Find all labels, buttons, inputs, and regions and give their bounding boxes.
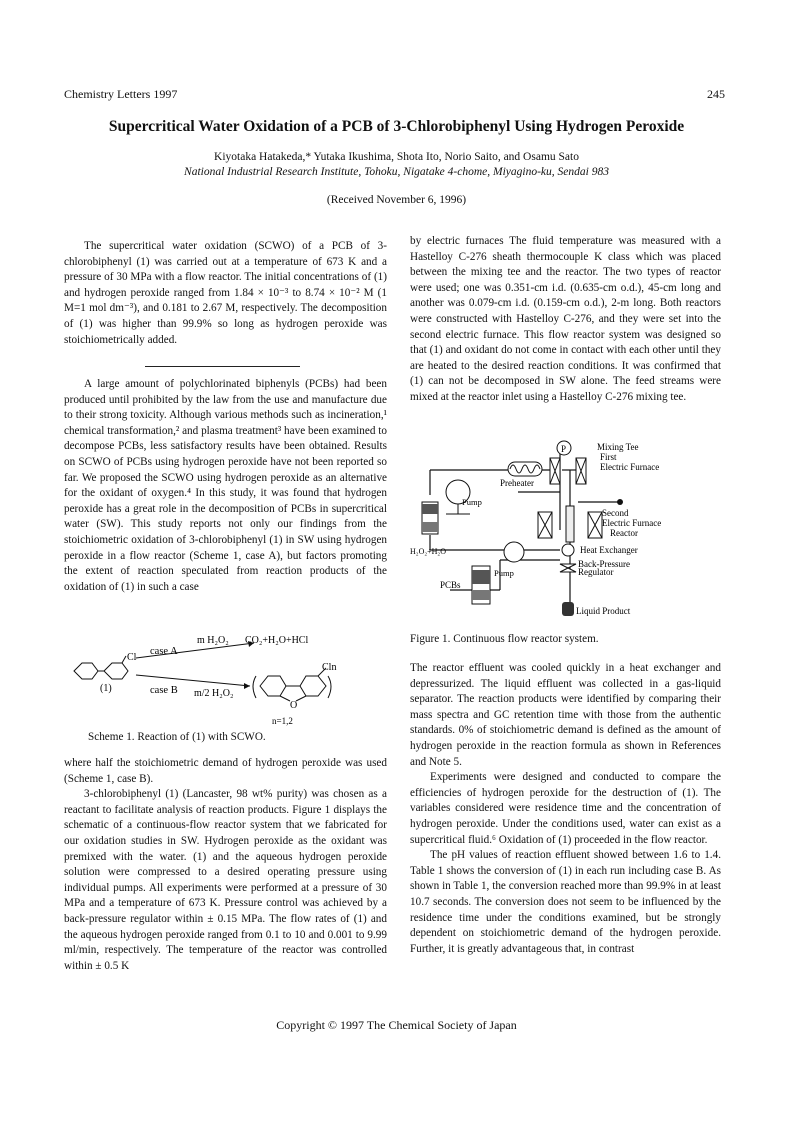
heat-exchanger-icon — [562, 544, 574, 556]
dibenzofuran-structure — [253, 668, 331, 701]
paragraph: by electric furnaces The fluid temperature was measured with a Hastelloy C-276 sheath thermocouple K class which was placed between the mixing tee and the reactor. The two types of reactor were used; one was 0.351-cm i.d. (0.635-cm o.d.), 45-cm long and another was 0.079-cm i.d. (0.159-cm o.d.), 2-m long. Both reactors were constructed with Hastelloy C-276, and they were set into the second electric furnace. This flow reactor system was designed so that (1) and oxidant do not come in contact with each other until they are heated to the desired reaction conditions. It was confirmed that (1) can not be decomposed in SW alone. The feed streams were mixed at the reactor inlet using a Hastelloy C-276 mixing tee. — [410, 235, 721, 403]
affiliation: National Industrial Research Institute, Tohoku, Nigatake 4-chome, Miyagino-ku, Sendai 983 — [184, 166, 609, 178]
liquid-product-label: Liquid Product — [576, 606, 631, 616]
n-value: n=1,2 — [272, 716, 293, 726]
right-column-results — [410, 661, 721, 957]
abstract-divider — [145, 366, 300, 367]
author-block — [0, 150, 793, 180]
scheme-caption: Scheme 1. Reaction of (1) with SCWO. — [88, 731, 266, 743]
paragraph: The pH values of reaction effluent showed between 1.6 to 1.4. Table 1 shows the conversion of (1) in each run including case B. As shown in Table 1, the conversion reached more than 99.9% in at least 10.7 seconds. The conversion does not seem to be influenced by the residence time under the conditions examined, but be strongly dependent on stoichiometric demand of the hydrogen peroxide. Further, it is greatly advantageous that, in contrast — [410, 849, 721, 955]
chlorine-label: Cl — [127, 652, 137, 663]
left-column-intro — [64, 377, 387, 595]
preheater-label: Preheater — [500, 478, 534, 488]
compound-label: (1) — [100, 683, 112, 694]
pcbs-label: PCBs — [440, 580, 461, 590]
copyright-footer: Copyright © 1997 The Chemical Society of Japan — [276, 1018, 517, 1032]
reagent-b: m/2 H₂O₂ — [194, 688, 234, 699]
electric-furnace-label: Electric Furnace — [600, 462, 660, 472]
heat-exchanger-label: Heat Exchanger — [580, 545, 638, 555]
first-furnace-label: First — [600, 452, 617, 462]
scheme-1 — [64, 628, 394, 728]
back-pressure-regulator-icon — [560, 564, 576, 572]
left-column-methods — [64, 756, 387, 974]
pump-2-label: Pump — [494, 568, 514, 578]
bpr-label-2: Regulator — [578, 567, 614, 577]
author-list: Kiyotaka Hatakeda,* Yutaka Ikushima, Shota Ito, Norio Saito, and Osamu Sato — [214, 151, 579, 163]
page-number: 245 — [707, 87, 725, 101]
liquid-product-icon — [562, 602, 574, 616]
h2o2-feed-label: H₂O₂+H₂O — [410, 547, 446, 556]
journal-name: Chemistry Letters 1997 — [64, 87, 178, 101]
paragraph: where half the stoichiometric demand of hydrogen peroxide was used (Scheme 1, case B). — [64, 757, 387, 785]
bpr-label-1: Back-Pressure — [578, 559, 630, 569]
paragraph: 3-chlorobiphenyl (1) (Lancaster, 98 wt% purity) was chosen as a reactant to facilitate analysis of reaction products. Figure 1 displays the schematic of a continuous-flow reactor system that we fabricated for our oxidation studies in SW. Hydrogen peroxide as the oxidant was premixed with the water. (1) and the aqueous hydrogen peroxide solution were compressed to a desired operating pressure using individual pumps. All experiments were performed at a pressure of 30 MPa and a temperature of 673 K. Pressure control was achieved by a back-pressure regulator within ± 0.15 MPa. The flow rates of (1) and the aqueous hydrogen peroxide ranged from 0.1 to 10 and 0.001 to 9.99 ml/min, respectively. The temperature of the reactor was controlled within ± 0.5 K — [64, 788, 387, 972]
paragraph: The reactor effluent was cooled quickly in a heat exchanger and depressurized. The liquid effluent was collected in a gas-liquid separator. The reaction products were identified by comparing their mass spectra and GC retention time with those from the authentic standards. 0% of stoichiometric demand is defined as the amount of hydrogen peroxide in the reaction formula as shown in References and Note 5. — [410, 662, 721, 768]
reagent-a: m H₂O₂ — [197, 635, 229, 646]
figure-1-reactor-diagram — [410, 440, 721, 622]
received-date: (Received November 6, 1996) — [326, 194, 467, 206]
pressure-label: P — [561, 444, 567, 454]
reactor-icon — [566, 506, 574, 542]
paragraph: A large amount of polychlorinated biphenyls (PCBs) had been produced until prohibited by the law from the use and manufacture due to their strong toxicity. Although various methods such as incineration,¹ chemical transformation,² and plasma treatment³ have been examined to decompose PCBs, less satisfactory results have been obtained. Results on SCWO of PCBs using hydrogen peroxide have not been reported so far. We proposed the SCWO using hydrogen peroxide as an alternative for the oxidant of oxygen.⁴ In this study, it was found that hydrogen peroxide has a great role in the decomposition of PCBs in supercritical water (SW). This study reports not only our findings from the stoichiometric oxidation of 3-chlorobiphenyl (1) in SW using hydrogen peroxide in a flow reactor (Scheme 1, case A), but factors promoting the extent of reaction speculated from reaction products of the oxidation of (1) in such a case — [64, 378, 387, 593]
mixing-tee-label: Mixing Tee — [597, 442, 639, 452]
case-a-label: case A — [150, 646, 178, 657]
figure-caption: Figure 1. Continuous flow reactor system. — [410, 633, 599, 645]
abstract — [64, 239, 387, 348]
preheater-coil-icon — [508, 462, 542, 476]
biphenyl-structure — [74, 656, 128, 679]
reactor-label: Reactor — [610, 528, 638, 538]
second-electric-furnace-label: Electric Furnace — [602, 518, 662, 528]
oxygen-label: O — [290, 700, 298, 711]
abstract-text: The supercritical water oxidation (SCWO) of a PCB of 3-chlorobiphenyl (1) was carried out at a temperature of 673 K and a pressure of 30 MPa with a flow reactor. The initial concentrations of (1) and hydrogen peroxide ranged from 1.84 × 10⁻³ to 8.74 × 10⁻² M (1 M=1 mol dm⁻³), and 0.181 to 2.67 M, respectively. The decomposition of (1) was higher than 99.9% so long as hydrogen peroxide was stoichiometrically added. — [64, 240, 387, 346]
cln-label: Cln — [322, 662, 337, 673]
paper-title: Supercritical Water Oxidation of a PCB of 3-Chlorobiphenyl Using Hydrogen Peroxide — [108, 118, 685, 135]
pump-2-icon — [504, 542, 524, 562]
product-a: CO₂+H₂O+HCl — [245, 635, 309, 646]
case-b-label: case B — [150, 685, 178, 696]
pump-1-label: Pump — [462, 497, 482, 507]
paragraph: Experiments were designed and conducted to compare the efficiencies of hydrogen peroxide for the destruction of (1). The variables considered were residence time and the concentration of hydrogen peroxide. Under the conditions used, water can exist as a supercritical fluid.⁶ Oxidation of (1) proceeded in the flow reactor. — [410, 771, 721, 846]
right-column-top — [410, 234, 721, 406]
second-furnace-label: Second — [602, 508, 629, 518]
